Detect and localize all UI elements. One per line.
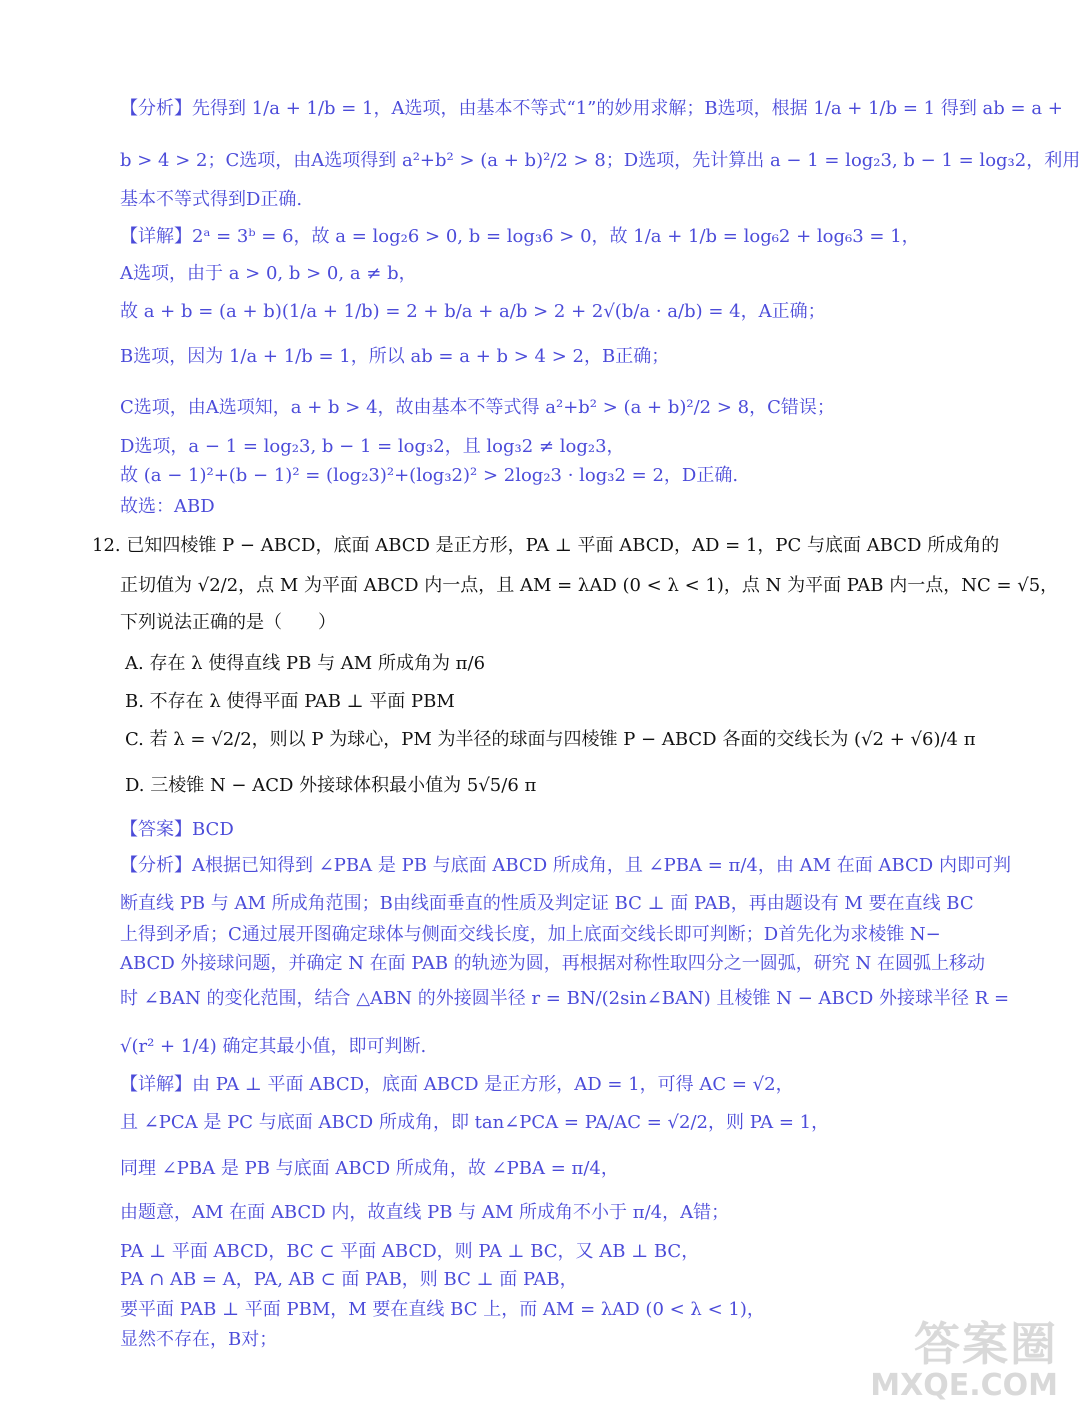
question-line-2: 正切值为 √2/2，点 M 为平面 ABCD 内一点，且 AM = λAD (0 < λ < 1)，点 N 为平面 PAB 内一点，NC = √5，: [120, 575, 1059, 596]
analysis2-line-6: √(r² + 1/4) 确定其最小值，即可判断.: [120, 1036, 427, 1057]
option-c: C. 若 λ = √2/2，则以 P 为球心，PM 为半径的球面与四棱锥 P − ABCD 各面的交线长为 (√2 + √6)/4 π: [125, 729, 976, 750]
detail2-line-6: PA ∩ AB = A，PA, AB ⊂ 面 PAB，则 BC ⊥ 面 PAB，: [120, 1269, 578, 1290]
analysis-line-2: b > 4 > 2；C选项，由A选项得到 a²+b² > (a + b)²/2 > 8；D选项，先计算出 a − 1 = log₂3, b − 1 = log₃2，利用: [120, 150, 1080, 171]
analysis2-line-1: 【分析】A根据已知得到 ∠PBA 是 PB 与底面 ABCD 所成角，且 ∠PBA = π/4，由 AM 在面 ABCD 内即可判: [120, 855, 1011, 876]
watermark-logo-text: 答案圈: [914, 1317, 1058, 1371]
detail2-line-3: 同理 ∠PBA 是 PB 与底面 ABCD 所成角，故 ∠PBA = π/4，: [120, 1158, 619, 1179]
analysis2-line-5: 时 ∠BAN 的变化范围，结合 △ABN 的外接圆半径 r = BN/(2sin∠BAN) 且棱锥 N − ABCD 外接球半径 R =: [120, 988, 1010, 1009]
detail2-line-1: 【详解】由 PA ⊥ 平面 ABCD，底面 ABCD 是正方形，AD = 1，可得 AC = √2，: [120, 1074, 794, 1095]
option-d: D. 三棱锥 N − ACD 外接球体积最小值为 5√5/6 π: [125, 775, 537, 796]
detail2-line-2: 且 ∠PCA 是 PC 与底面 ABCD 所成角，即 tan∠PCA = PA/AC = √2/2，则 PA = 1，: [120, 1112, 830, 1133]
detail-line-7: 故 (a − 1)²+(b − 1)² = (log₂3)²+(log₃2)² > 2log₂3 · log₃2 = 2，D正确.: [120, 465, 739, 486]
detail-line-6: D选项，a − 1 = log₂3, b − 1 = log₃2，且 log₃2 ≠ log₂3，: [120, 436, 625, 457]
detail2-line-7: 要平面 PAB ⊥ 平面 PBM，M 要在直线 BC 上，而 AM = λAD (0 < λ < 1)，: [120, 1299, 765, 1320]
analysis2-line-4: ABCD 外接球问题，并确定 N 在面 PAB 的轨迹为圆，再根据对称性取四分之一圆弧，研究 N 在圆弧上移动: [120, 953, 985, 974]
answer-line: 【答案】BCD: [120, 819, 234, 840]
question-line-3: 下列说法正确的是（ ）: [120, 612, 336, 633]
analysis2-line-2: 断直线 PB 与 AM 所成角范围；B由线面垂直的性质及判定证 BC ⊥ 面 PAB，再由题设有 M 要在直线 BC: [120, 893, 974, 914]
question-line-1: 12. 已知四棱锥 P − ABCD，底面 ABCD 是正方形，PA ⊥ 平面 ABCD，AD = 1，PC 与底面 ABCD 所成角的: [92, 535, 1000, 556]
detail-line-4: B选项，因为 1/a + 1/b = 1，所以 ab = a + b > 4 > 2，B正确；: [120, 346, 670, 367]
detail2-line-8: 显然不存在，B对；: [120, 1329, 278, 1350]
detail-line-5: C选项，由A选项知，a + b > 4，故由基本不等式得 a²+b² > (a + b)²/2 > 8，C错误；: [120, 397, 835, 418]
option-b: B. 不存在 λ 使得平面 PAB ⊥ 平面 PBM: [125, 691, 455, 712]
detail2-line-5: PA ⊥ 平面 ABCD，BC ⊂ 平面 ABCD，则 PA ⊥ BC，又 AB ⊥ BC，: [120, 1241, 700, 1262]
watermark-url: MXQE.COM: [870, 1368, 1058, 1403]
watermark-logo: [870, 1308, 1058, 1403]
detail-line-8: 故选：ABD: [120, 496, 215, 517]
detail-line-1: 【详解】2ᵃ = 3ᵇ = 6，故 a = log₂6 > 0, b = log₃6 > 0，故 1/a + 1/b = log₆2 + log₆3 = 1，: [120, 226, 920, 247]
detail-line-3: 故 a + b = (a + b)(1/a + 1/b) = 2 + b/a + a/b > 2 + 2√(b/a · a/b) = 4，A正确；: [120, 301, 826, 322]
option-a: A. 存在 λ 使得直线 PB 与 AM 所成角为 π/6: [125, 653, 486, 674]
analysis2-line-3: 上得到矛盾；C通过展开图确定球体与侧面交线长度，加上底面交线长即可判断；D首先化为求棱锥 N−: [120, 924, 941, 945]
analysis-line-1: 【分析】先得到 1/a + 1/b = 1，A选项，由基本不等式“1”的妙用求解；B选项，根据 1/a + 1/b = 1 得到 ab = a +: [120, 98, 1063, 119]
detail2-line-4: 由题意，AM 在面 ABCD 内，故直线 PB 与 AM 所成角不小于 π/4，A错；: [120, 1202, 730, 1223]
detail-line-2: A选项，由于 a > 0, b > 0, a ≠ b，: [120, 263, 417, 284]
analysis-line-3: 基本不等式得到D正确.: [120, 189, 303, 210]
